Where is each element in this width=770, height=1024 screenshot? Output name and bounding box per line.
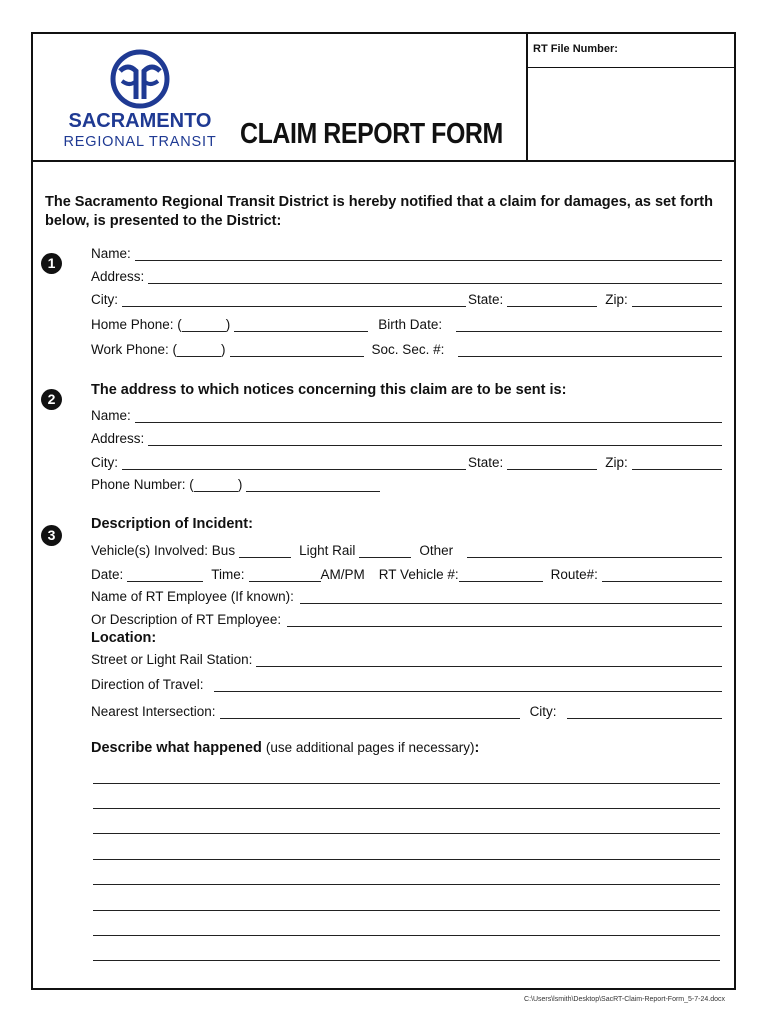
s3-time-label: Time:: [211, 567, 245, 582]
s3-route-field[interactable]: [602, 567, 722, 582]
s3-describe-bold: Describe what happened: [91, 740, 262, 756]
s3-city-field[interactable]: [567, 704, 722, 719]
describe-line[interactable]: [93, 910, 720, 911]
section-2-number: 2: [41, 389, 62, 410]
s2-phone-label: Phone Number: (: [91, 477, 194, 492]
s3-light-rail-label: Light Rail: [299, 543, 356, 558]
s3-vehicles-label: Vehicle(s) Involved: Bus: [91, 543, 236, 558]
s1-ssn-field[interactable]: [458, 342, 722, 357]
s1-work-phone-field[interactable]: [230, 342, 364, 357]
s1-zip-field[interactable]: [632, 292, 722, 307]
s1-home-paren: ): [225, 317, 231, 332]
s2-city-label: City:: [91, 455, 118, 470]
s3-employee-name-label: Name of RT Employee (If known):: [91, 589, 294, 604]
s1-work-paren: ): [221, 342, 226, 357]
logo-line2: REGIONAL TRANSIT: [63, 134, 217, 150]
s3-intersection-row: [91, 701, 722, 719]
describe-line[interactable]: [93, 935, 720, 936]
s1-address-row: [91, 266, 722, 284]
s3-direction-row: [91, 674, 722, 692]
s3-street-field[interactable]: [256, 652, 722, 667]
s2-name-row: [91, 405, 722, 423]
s3-employee-name-field[interactable]: [300, 589, 722, 604]
s3-location-title: Location:: [91, 630, 157, 646]
intro-text: The Sacramento Regional Transit District is hereby notified that a claim for damages, as set forth below, is presented to the District:: [45, 194, 713, 229]
describe-line[interactable]: [93, 960, 720, 961]
s3-vehicles-row: [91, 540, 722, 558]
s2-address-label: Address:: [91, 431, 145, 446]
s3-route-label: Route#:: [550, 567, 598, 582]
s3-employee-desc-field[interactable]: [287, 612, 722, 627]
s1-work-phone-label: Work Phone: (: [91, 342, 178, 357]
s1-name-field[interactable]: [135, 246, 722, 261]
s1-home-phone-label: Home Phone: (: [91, 317, 182, 332]
s3-title: Description of Incident:: [91, 516, 253, 532]
s2-address-row: [91, 428, 722, 446]
s2-zip-label: Zip:: [605, 455, 628, 470]
s1-name-row: [91, 243, 722, 261]
s3-describe-heading: [91, 740, 479, 756]
s1-address-label: Address:: [91, 269, 145, 284]
s1-state-field[interactable]: [507, 292, 597, 307]
s2-address-field[interactable]: [148, 431, 722, 446]
s3-intersection-label: Nearest Intersection:: [91, 704, 216, 719]
describe-line[interactable]: [93, 859, 720, 860]
s2-name-label: Name:: [91, 408, 131, 423]
s3-time-field[interactable]: [249, 567, 321, 582]
s1-zip-label: Zip:: [605, 292, 628, 307]
s3-other-field[interactable]: [467, 543, 722, 558]
s1-home-area-field[interactable]: [182, 317, 226, 332]
s1-city-field[interactable]: [122, 292, 466, 307]
s3-street-label: Street or Light Rail Station:: [91, 652, 253, 667]
s3-direction-label: Direction of Travel:: [91, 677, 204, 692]
s3-describe-note: (use additional pages if necessary): [265, 740, 475, 755]
s2-phone-field[interactable]: [246, 477, 380, 492]
s3-rt-vehicle-label: RT Vehicle #:: [378, 567, 459, 582]
s3-date-row: [91, 564, 722, 582]
footer-file-path: C:\Users\lsmith\Desktop\SacRT-Claim-Report-Form_5-7-24.docx: [524, 996, 725, 1003]
s2-phone-paren: ): [237, 477, 243, 492]
s3-employee-desc-row: [91, 609, 722, 627]
s1-birth-date-field[interactable]: [456, 317, 722, 332]
s1-state-label: State:: [468, 292, 504, 307]
s2-state-field[interactable]: [507, 455, 597, 470]
s1-birth-date-label: Birth Date:: [378, 317, 443, 332]
s1-home-phone-field[interactable]: [234, 317, 368, 332]
describe-line[interactable]: [93, 884, 720, 885]
s2-city-field[interactable]: [122, 455, 466, 470]
s3-street-row: [91, 649, 722, 667]
form-frame: [31, 32, 736, 990]
file-number-divider: [526, 67, 736, 68]
describe-line[interactable]: [93, 808, 720, 809]
file-number-label: RT File Number:: [533, 43, 618, 55]
describe-line[interactable]: [93, 833, 720, 834]
s3-employee-desc-label: Or Description of RT Employee:: [91, 612, 282, 627]
s1-home-phone-row: [91, 314, 722, 332]
sacrt-logo: [50, 47, 230, 157]
s2-phone-area-field[interactable]: [194, 477, 238, 492]
s1-address-field[interactable]: [148, 269, 722, 284]
s3-describe-colon: :: [474, 740, 480, 756]
form-title: CLAIM REPORT FORM: [240, 118, 503, 150]
s3-ampm-label: AM/PM: [320, 567, 365, 582]
s2-phone-row: [91, 474, 380, 492]
s2-name-field[interactable]: [135, 408, 722, 423]
s1-name-label: Name:: [91, 246, 131, 261]
s2-state-label: State:: [468, 455, 504, 470]
section-3-number: 3: [41, 525, 62, 546]
describe-line[interactable]: [93, 783, 720, 784]
s1-work-phone-row: [91, 339, 722, 357]
s3-date-field[interactable]: [127, 567, 203, 582]
s3-intersection-field[interactable]: [220, 704, 520, 719]
s3-direction-field[interactable]: [214, 677, 722, 692]
s3-date-label: Date:: [91, 567, 124, 582]
sacrt-logo-icon: [50, 47, 230, 157]
s1-work-area-field[interactable]: [177, 342, 221, 357]
s3-rt-vehicle-field[interactable]: [459, 567, 543, 582]
s1-ssn-label: Soc. Sec. #:: [371, 342, 445, 357]
s3-other-label: Other: [419, 543, 454, 558]
s1-city-row: [91, 289, 722, 307]
s3-bus-field[interactable]: [239, 543, 291, 558]
s3-light-rail-field[interactable]: [359, 543, 411, 558]
s3-city-label: City:: [529, 704, 557, 719]
s2-city-row: [91, 452, 722, 470]
s2-title: The address to which notices concerning this claim are to be sent is:: [91, 382, 567, 398]
s3-employee-name-row: [91, 586, 722, 604]
section-1-number: 1: [41, 253, 62, 274]
logo-line1: SACRAMENTO: [68, 110, 212, 132]
s1-city-label: City:: [91, 292, 118, 307]
s2-zip-field[interactable]: [632, 455, 722, 470]
